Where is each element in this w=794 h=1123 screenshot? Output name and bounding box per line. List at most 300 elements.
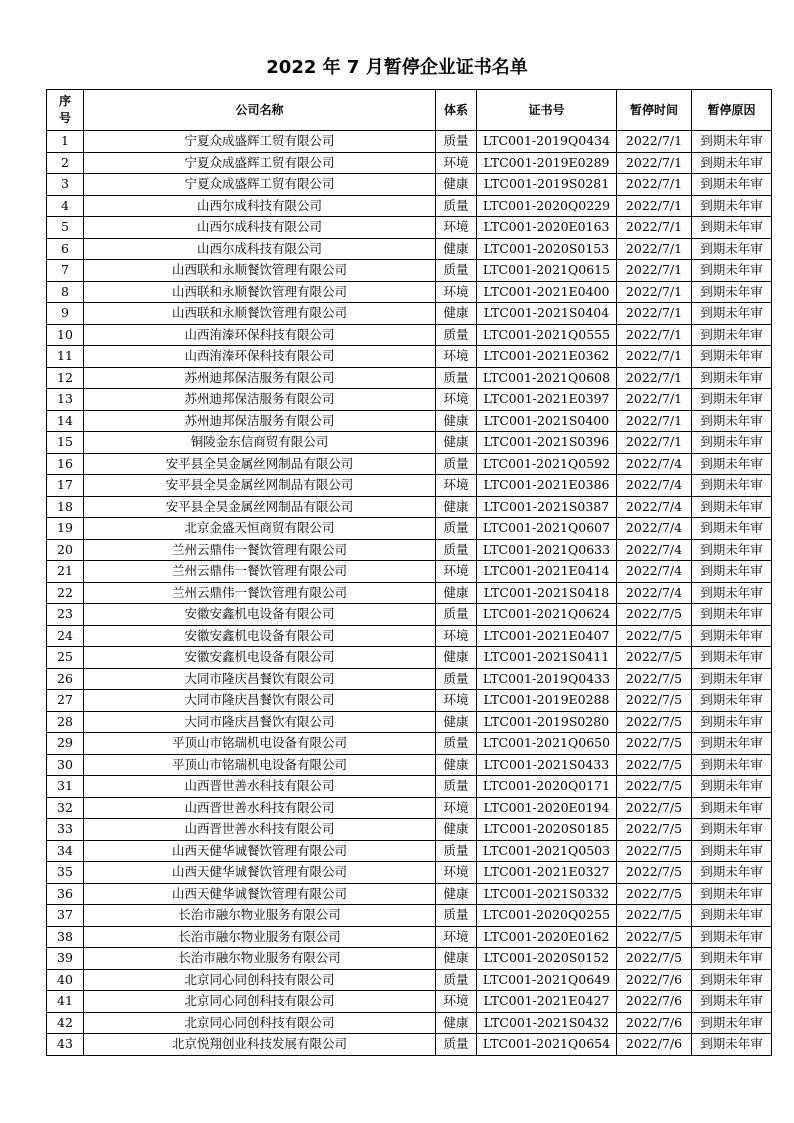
suspend-reason: 到期未年审 <box>692 561 772 583</box>
system-type: 健康 <box>436 819 477 841</box>
row-number: 7 <box>47 260 84 282</box>
suspend-reason: 到期未年审 <box>692 518 772 540</box>
suspend-date: 2022/7/5 <box>617 647 692 669</box>
system-type: 质量 <box>436 733 477 755</box>
suspend-date: 2022/7/1 <box>617 367 692 389</box>
table-row <box>47 432 772 454</box>
certificate-number: LTC001-2021S0404 <box>477 303 617 325</box>
table-row <box>47 238 772 260</box>
system-type: 质量 <box>436 324 477 346</box>
table-row <box>47 668 772 690</box>
system-type: 质量 <box>436 260 477 282</box>
suspend-date: 2022/7/1 <box>617 410 692 432</box>
certificate-number: LTC001-2020E0163 <box>477 217 617 239</box>
certificate-number: LTC001-2021E0414 <box>477 561 617 583</box>
company-name: 安平县全昊金属丝网制品有限公司 <box>84 453 436 475</box>
header-system: 体系 <box>436 90 477 131</box>
company-name: 山西联和永顺餐饮管理有限公司 <box>84 303 436 325</box>
certificate-number: LTC001-2021Q0503 <box>477 840 617 862</box>
certificate-number: LTC001-2021Q0592 <box>477 453 617 475</box>
system-type: 环境 <box>436 152 477 174</box>
table-body <box>47 131 772 1056</box>
header-company: 公司名称 <box>84 90 436 131</box>
suspend-reason: 到期未年审 <box>692 346 772 368</box>
company-name: 兰州云鼎伟一餐饮管理有限公司 <box>84 582 436 604</box>
system-type: 质量 <box>436 905 477 927</box>
suspend-date: 2022/7/1 <box>617 281 692 303</box>
row-number: 15 <box>47 432 84 454</box>
company-name: 平顶山市铭瑞机电设备有限公司 <box>84 733 436 755</box>
certificate-number: LTC001-2021E0327 <box>477 862 617 884</box>
system-type: 环境 <box>436 281 477 303</box>
header-reason: 暂停原因 <box>692 90 772 131</box>
suspend-reason: 到期未年审 <box>692 711 772 733</box>
row-number: 21 <box>47 561 84 583</box>
suspend-date: 2022/7/5 <box>617 926 692 948</box>
suspend-reason: 到期未年审 <box>692 991 772 1013</box>
suspend-date: 2022/7/5 <box>617 883 692 905</box>
table-row <box>47 711 772 733</box>
suspend-date: 2022/7/5 <box>617 862 692 884</box>
suspend-reason: 到期未年审 <box>692 969 772 991</box>
suspend-reason: 到期未年审 <box>692 668 772 690</box>
suspend-date: 2022/7/1 <box>617 432 692 454</box>
suspend-date: 2022/7/5 <box>617 905 692 927</box>
system-type: 环境 <box>436 389 477 411</box>
header-date: 暂停时间 <box>617 90 692 131</box>
table-row <box>47 969 772 991</box>
row-number: 12 <box>47 367 84 389</box>
row-number: 17 <box>47 475 84 497</box>
suspend-date: 2022/7/5 <box>617 733 692 755</box>
certificate-number: LTC001-2020S0152 <box>477 948 617 970</box>
suspend-reason: 到期未年审 <box>692 195 772 217</box>
company-name: 宁夏众成盛辉工贸有限公司 <box>84 152 436 174</box>
suspend-date: 2022/7/1 <box>617 174 692 196</box>
company-name: 山西洧溱环保科技有限公司 <box>84 346 436 368</box>
row-number: 16 <box>47 453 84 475</box>
suspend-date: 2022/7/1 <box>617 324 692 346</box>
system-type: 健康 <box>436 711 477 733</box>
suspend-date: 2022/7/5 <box>617 776 692 798</box>
row-number: 10 <box>47 324 84 346</box>
certificate-number: LTC001-2021S0432 <box>477 1012 617 1034</box>
certificate-number: LTC001-2021Q0608 <box>477 367 617 389</box>
company-name: 山西联和永顺餐饮管理有限公司 <box>84 281 436 303</box>
suspend-reason: 到期未年审 <box>692 453 772 475</box>
system-type: 健康 <box>436 582 477 604</box>
certificate-number: LTC001-2019Q0434 <box>477 131 617 153</box>
company-name: 北京同心同创科技有限公司 <box>84 991 436 1013</box>
system-type: 健康 <box>436 754 477 776</box>
suspend-date: 2022/7/5 <box>617 948 692 970</box>
row-number: 24 <box>47 625 84 647</box>
table-row <box>47 518 772 540</box>
row-number: 30 <box>47 754 84 776</box>
table-row <box>47 797 772 819</box>
suspend-reason: 到期未年审 <box>692 410 772 432</box>
row-number: 18 <box>47 496 84 518</box>
suspend-reason: 到期未年审 <box>692 496 772 518</box>
certificate-number: LTC001-2021E0386 <box>477 475 617 497</box>
suspend-reason: 到期未年审 <box>692 367 772 389</box>
row-number: 27 <box>47 690 84 712</box>
suspend-date: 2022/7/5 <box>617 711 692 733</box>
certificate-number: LTC001-2020E0194 <box>477 797 617 819</box>
suspend-date: 2022/7/4 <box>617 518 692 540</box>
row-number: 35 <box>47 862 84 884</box>
certificate-number: LTC001-2021E0427 <box>477 991 617 1013</box>
suspend-date: 2022/7/5 <box>617 797 692 819</box>
system-type: 环境 <box>436 690 477 712</box>
table-row <box>47 174 772 196</box>
row-number: 32 <box>47 797 84 819</box>
suspend-reason: 到期未年审 <box>692 905 772 927</box>
certificate-number: LTC001-2021Q0654 <box>477 1034 617 1056</box>
certificate-number: LTC001-2021S0433 <box>477 754 617 776</box>
suspend-reason: 到期未年审 <box>692 217 772 239</box>
company-name: 北京同心同创科技有限公司 <box>84 1012 436 1034</box>
certificate-number: LTC001-2019S0280 <box>477 711 617 733</box>
row-number: 43 <box>47 1034 84 1056</box>
company-name: 苏州迪邦保洁服务有限公司 <box>84 389 436 411</box>
suspend-reason: 到期未年审 <box>692 840 772 862</box>
company-name: 长治市融尔物业服务有限公司 <box>84 905 436 927</box>
row-number: 23 <box>47 604 84 626</box>
system-type: 健康 <box>436 496 477 518</box>
system-type: 质量 <box>436 131 477 153</box>
system-type: 健康 <box>436 238 477 260</box>
certificate-number: LTC001-2019Q0433 <box>477 668 617 690</box>
row-number: 34 <box>47 840 84 862</box>
company-name: 北京同心同创科技有限公司 <box>84 969 436 991</box>
row-number: 41 <box>47 991 84 1013</box>
row-number: 1 <box>47 131 84 153</box>
table-row <box>47 776 772 798</box>
certificate-number: LTC001-2021E0362 <box>477 346 617 368</box>
certificate-number: LTC001-2021S0400 <box>477 410 617 432</box>
suspend-reason: 到期未年审 <box>692 324 772 346</box>
company-name: 安平县全昊金属丝网制品有限公司 <box>84 475 436 497</box>
company-name: 大同市隆庆昌餐饮有限公司 <box>84 711 436 733</box>
suspend-date: 2022/7/5 <box>617 625 692 647</box>
suspend-date: 2022/7/5 <box>617 840 692 862</box>
suspend-date: 2022/7/1 <box>617 238 692 260</box>
suspend-reason: 到期未年审 <box>692 281 772 303</box>
suspend-reason: 到期未年审 <box>692 539 772 561</box>
table-row <box>47 926 772 948</box>
company-name: 长治市融尔物业服务有限公司 <box>84 926 436 948</box>
row-number: 20 <box>47 539 84 561</box>
row-number: 39 <box>47 948 84 970</box>
system-type: 质量 <box>436 840 477 862</box>
row-number: 19 <box>47 518 84 540</box>
suspend-reason: 到期未年审 <box>692 926 772 948</box>
certificate-number: LTC001-2019E0289 <box>477 152 617 174</box>
system-type: 环境 <box>436 346 477 368</box>
page-title: 2022 年 7 月暂停企业证书名单 <box>266 57 528 78</box>
suspend-reason: 到期未年审 <box>692 260 772 282</box>
company-name: 山西天健华诚餐饮管理有限公司 <box>84 862 436 884</box>
suspend-reason: 到期未年审 <box>692 432 772 454</box>
company-name: 山西晋世善水科技有限公司 <box>84 819 436 841</box>
suspend-reason: 到期未年审 <box>692 948 772 970</box>
row-number: 33 <box>47 819 84 841</box>
certificate-number: LTC001-2021Q0633 <box>477 539 617 561</box>
table-row <box>47 647 772 669</box>
system-type: 质量 <box>436 969 477 991</box>
company-name: 山西晋世善水科技有限公司 <box>84 797 436 819</box>
system-type: 质量 <box>436 195 477 217</box>
certificate-number: LTC001-2020Q0171 <box>477 776 617 798</box>
system-type: 健康 <box>436 410 477 432</box>
table-row <box>47 690 772 712</box>
row-number: 28 <box>47 711 84 733</box>
system-type: 环境 <box>436 926 477 948</box>
table-row <box>47 539 772 561</box>
suspend-date: 2022/7/1 <box>617 195 692 217</box>
row-number: 11 <box>47 346 84 368</box>
suspend-reason: 到期未年审 <box>692 582 772 604</box>
row-number: 9 <box>47 303 84 325</box>
system-type: 健康 <box>436 948 477 970</box>
table-row <box>47 625 772 647</box>
suspend-reason: 到期未年审 <box>692 883 772 905</box>
suspend-date: 2022/7/5 <box>617 819 692 841</box>
system-type: 质量 <box>436 1034 477 1056</box>
company-name: 长治市融尔物业服务有限公司 <box>84 948 436 970</box>
suspend-date: 2022/7/5 <box>617 668 692 690</box>
certificate-number: LTC001-2021Q0555 <box>477 324 617 346</box>
system-type: 质量 <box>436 539 477 561</box>
suspend-reason: 到期未年审 <box>692 1012 772 1034</box>
suspend-reason: 到期未年审 <box>692 733 772 755</box>
suspend-date: 2022/7/5 <box>617 754 692 776</box>
certificate-number: LTC001-2021S0418 <box>477 582 617 604</box>
suspend-date: 2022/7/5 <box>617 604 692 626</box>
certificate-number: LTC001-2021Q0615 <box>477 260 617 282</box>
table-row <box>47 367 772 389</box>
certificate-number: LTC001-2021S0396 <box>477 432 617 454</box>
suspend-date: 2022/7/1 <box>617 303 692 325</box>
row-number: 13 <box>47 389 84 411</box>
suspend-reason: 到期未年审 <box>692 475 772 497</box>
row-number: 37 <box>47 905 84 927</box>
table-row <box>47 561 772 583</box>
row-number: 8 <box>47 281 84 303</box>
table-row <box>47 303 772 325</box>
header-no: 序号 <box>47 90 84 131</box>
suspend-reason: 到期未年审 <box>692 604 772 626</box>
company-name: 宁夏众成盛辉工贸有限公司 <box>84 131 436 153</box>
system-type: 环境 <box>436 475 477 497</box>
certificate-number: LTC001-2021S0387 <box>477 496 617 518</box>
row-number: 36 <box>47 883 84 905</box>
certificate-number: LTC001-2020S0185 <box>477 819 617 841</box>
system-type: 环境 <box>436 561 477 583</box>
table-row <box>47 819 772 841</box>
company-name: 兰州云鼎伟一餐饮管理有限公司 <box>84 539 436 561</box>
company-name: 山西尔成科技有限公司 <box>84 217 436 239</box>
row-number: 25 <box>47 647 84 669</box>
suspend-reason: 到期未年审 <box>692 776 772 798</box>
system-type: 环境 <box>436 797 477 819</box>
table-row <box>47 905 772 927</box>
certificate-number: LTC001-2019S0281 <box>477 174 617 196</box>
suspend-date: 2022/7/6 <box>617 991 692 1013</box>
suspend-reason: 到期未年审 <box>692 819 772 841</box>
system-type: 健康 <box>436 1012 477 1034</box>
suspend-reason: 到期未年审 <box>692 690 772 712</box>
row-number: 5 <box>47 217 84 239</box>
row-number: 2 <box>47 152 84 174</box>
row-number: 22 <box>47 582 84 604</box>
row-number: 29 <box>47 733 84 755</box>
table-row <box>47 346 772 368</box>
company-name: 兰州云鼎伟一餐饮管理有限公司 <box>84 561 436 583</box>
row-number: 42 <box>47 1012 84 1034</box>
table-row <box>47 883 772 905</box>
company-name: 铜陵金东信商贸有限公司 <box>84 432 436 454</box>
suspend-date: 2022/7/1 <box>617 131 692 153</box>
suspend-reason: 到期未年审 <box>692 797 772 819</box>
system-type: 环境 <box>436 217 477 239</box>
certificate-number: LTC001-2021Q0650 <box>477 733 617 755</box>
company-name: 山西联和永顺餐饮管理有限公司 <box>84 260 436 282</box>
suspend-reason: 到期未年审 <box>692 389 772 411</box>
company-name: 宁夏众成盛辉工贸有限公司 <box>84 174 436 196</box>
suspend-date: 2022/7/4 <box>617 475 692 497</box>
table-row <box>47 324 772 346</box>
row-number: 6 <box>47 238 84 260</box>
suspend-date: 2022/7/1 <box>617 389 692 411</box>
table-row <box>47 217 772 239</box>
row-number: 14 <box>47 410 84 432</box>
certificate-number: LTC001-2021Q0649 <box>477 969 617 991</box>
company-name: 山西尔成科技有限公司 <box>84 238 436 260</box>
table-row <box>47 754 772 776</box>
company-name: 安平县全昊金属丝网制品有限公司 <box>84 496 436 518</box>
company-name: 安徽安鑫机电设备有限公司 <box>84 604 436 626</box>
table-row <box>47 496 772 518</box>
suspend-date: 2022/7/1 <box>617 152 692 174</box>
suspend-date: 2022/7/4 <box>617 539 692 561</box>
table-row <box>47 260 772 282</box>
company-name: 大同市隆庆昌餐饮有限公司 <box>84 668 436 690</box>
certificate-number: LTC001-2021Q0624 <box>477 604 617 626</box>
suspend-reason: 到期未年审 <box>692 647 772 669</box>
company-name: 山西天健华诚餐饮管理有限公司 <box>84 883 436 905</box>
certificate-number: LTC001-2019E0288 <box>477 690 617 712</box>
table-row <box>47 991 772 1013</box>
suspend-date: 2022/7/4 <box>617 453 692 475</box>
company-name: 山西洧溱环保科技有限公司 <box>84 324 436 346</box>
system-type: 健康 <box>436 303 477 325</box>
suspend-date: 2022/7/5 <box>617 690 692 712</box>
row-number: 3 <box>47 174 84 196</box>
table-row <box>47 453 772 475</box>
certificate-number: LTC001-2020Q0229 <box>477 195 617 217</box>
certificate-number: LTC001-2021S0332 <box>477 883 617 905</box>
company-name: 山西尔成科技有限公司 <box>84 195 436 217</box>
suspend-date: 2022/7/4 <box>617 496 692 518</box>
table-row <box>47 604 772 626</box>
table-header-row <box>47 90 772 131</box>
table-row <box>47 281 772 303</box>
company-name: 北京悦翔创业科技发展有限公司 <box>84 1034 436 1056</box>
system-type: 健康 <box>436 174 477 196</box>
system-type: 质量 <box>436 604 477 626</box>
suspend-reason: 到期未年审 <box>692 754 772 776</box>
table-row <box>47 1034 772 1056</box>
table-row <box>47 131 772 153</box>
system-type: 环境 <box>436 625 477 647</box>
system-type: 环境 <box>436 862 477 884</box>
certificate-number: LTC001-2021E0407 <box>477 625 617 647</box>
table-row <box>47 733 772 755</box>
system-type: 质量 <box>436 776 477 798</box>
certificate-number: LTC001-2020E0162 <box>477 926 617 948</box>
system-type: 健康 <box>436 647 477 669</box>
suspend-date: 2022/7/4 <box>617 582 692 604</box>
suspend-date: 2022/7/6 <box>617 969 692 991</box>
system-type: 质量 <box>436 518 477 540</box>
system-type: 质量 <box>436 453 477 475</box>
table-row <box>47 582 772 604</box>
system-type: 质量 <box>436 668 477 690</box>
system-type: 质量 <box>436 367 477 389</box>
table-row <box>47 475 772 497</box>
system-type: 健康 <box>436 883 477 905</box>
certificate-number: LTC001-2020S0153 <box>477 238 617 260</box>
company-name: 安徽安鑫机电设备有限公司 <box>84 625 436 647</box>
row-number: 31 <box>47 776 84 798</box>
certificate-number: LTC001-2021E0397 <box>477 389 617 411</box>
suspend-reason: 到期未年审 <box>692 152 772 174</box>
table-row <box>47 410 772 432</box>
system-type: 环境 <box>436 991 477 1013</box>
row-number: 26 <box>47 668 84 690</box>
system-type: 健康 <box>436 432 477 454</box>
suspend-reason: 到期未年审 <box>692 303 772 325</box>
suspend-date: 2022/7/4 <box>617 561 692 583</box>
company-name: 大同市隆庆昌餐饮有限公司 <box>84 690 436 712</box>
suspension-table <box>46 89 772 1056</box>
company-name: 安徽安鑫机电设备有限公司 <box>84 647 436 669</box>
certificate-number: LTC001-2020Q0255 <box>477 905 617 927</box>
suspend-reason: 到期未年审 <box>692 862 772 884</box>
company-name: 平顶山市铭瑞机电设备有限公司 <box>84 754 436 776</box>
suspend-reason: 到期未年审 <box>692 238 772 260</box>
certificate-number: LTC001-2021Q0607 <box>477 518 617 540</box>
table-row <box>47 389 772 411</box>
suspend-date: 2022/7/1 <box>617 346 692 368</box>
suspend-date: 2022/7/6 <box>617 1012 692 1034</box>
suspend-date: 2022/7/6 <box>617 1034 692 1056</box>
company-name: 北京金盛天恒商贸有限公司 <box>84 518 436 540</box>
certificate-number: LTC001-2021E0400 <box>477 281 617 303</box>
company-name: 山西天健华诚餐饮管理有限公司 <box>84 840 436 862</box>
row-number: 4 <box>47 195 84 217</box>
suspend-reason: 到期未年审 <box>692 174 772 196</box>
suspend-reason: 到期未年审 <box>692 625 772 647</box>
table-row <box>47 1012 772 1034</box>
table-row <box>47 948 772 970</box>
suspend-date: 2022/7/1 <box>617 260 692 282</box>
table-row <box>47 862 772 884</box>
row-number: 38 <box>47 926 84 948</box>
certificate-number: LTC001-2021S0411 <box>477 647 617 669</box>
